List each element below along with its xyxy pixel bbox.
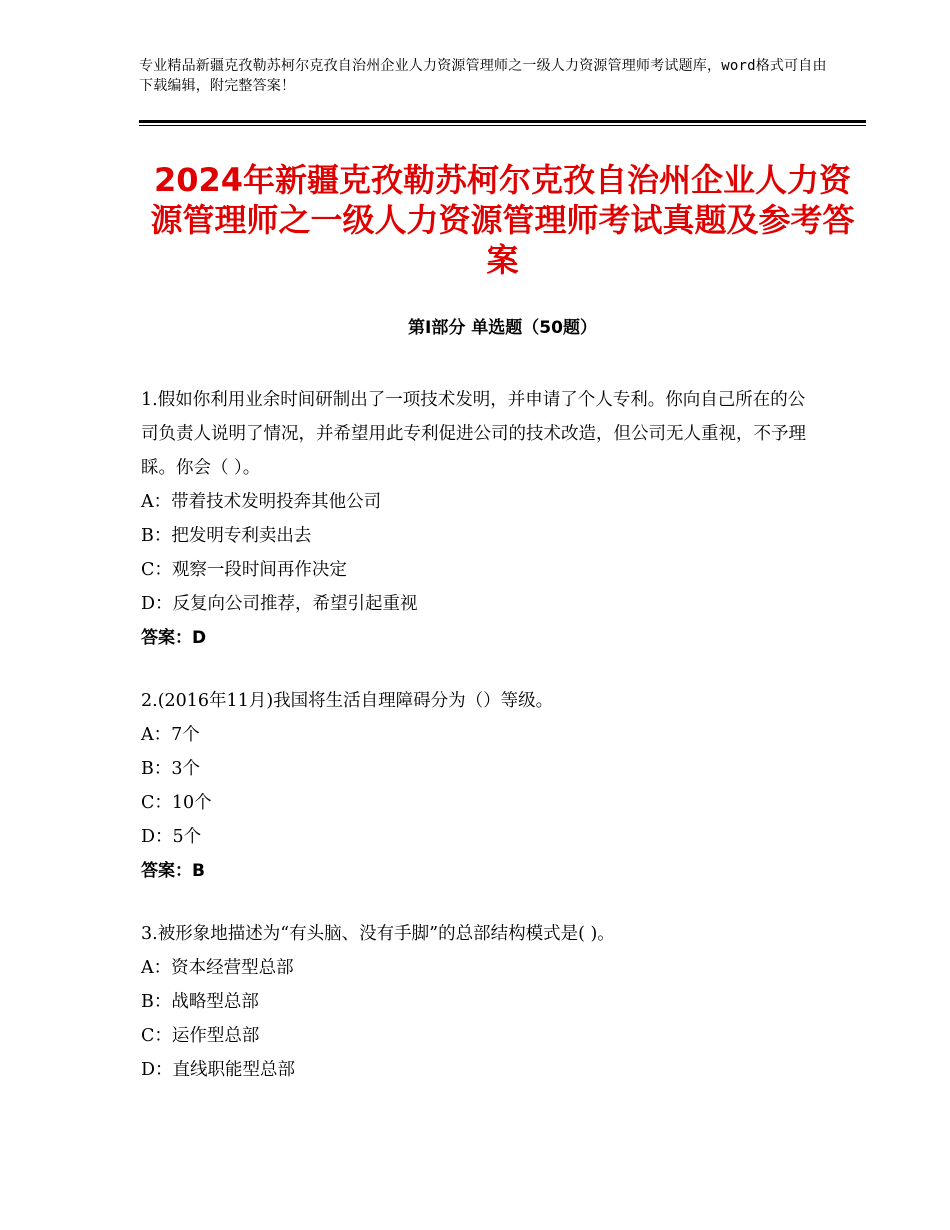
option-b: B：把发明专利卖出去 bbox=[141, 526, 312, 546]
document-title: 2024年新疆克孜勒苏柯尔克孜自治州企业人力资源管理师之一级人力资源管理师考试真题及参考答案 bbox=[150, 161, 855, 279]
option-c: C：运作型总部 bbox=[141, 1026, 260, 1046]
answer: 答案：B bbox=[141, 861, 205, 881]
question-stem: 1.假如你利用业余时间研制出了一项技术发明，并申请了个人专利。你向自己所在的公司负责人说明了情况，并希望用此专利促进公司的技术改造，但公司无人重视，不予理睬。你会（ ）。 bbox=[141, 390, 806, 478]
option-b: B：战略型总部 bbox=[141, 992, 259, 1012]
header-rule-thin bbox=[139, 125, 866, 126]
question-2 bbox=[141, 684, 821, 888]
header-rule-thick bbox=[139, 120, 866, 123]
header-note: 专业精品新疆克孜勒苏柯尔克孜自治州企业人力资源管理师之一级人力资源管理师考试题库，word格式可自由下载编辑，附完整答案！ bbox=[139, 58, 827, 94]
option-d: D：反复向公司推荐，希望引起重视 bbox=[141, 594, 418, 614]
option-d: D：5个 bbox=[141, 827, 202, 847]
section-title: 第Ⅰ部分 单选题（50题） bbox=[408, 318, 597, 338]
option-c: C：观察一段时间再作决定 bbox=[141, 560, 347, 580]
option-a: A：7个 bbox=[141, 725, 200, 745]
answer: 答案：D bbox=[141, 628, 207, 648]
question-1 bbox=[141, 383, 821, 655]
option-d: D：直线职能型总部 bbox=[141, 1060, 296, 1080]
option-a: A：资本经营型总部 bbox=[141, 958, 294, 978]
question-stem: 2.(2016年11月)我国将生活自理障碍分为（）等级。 bbox=[141, 691, 554, 711]
option-a: A：带着技术发明投奔其他公司 bbox=[141, 492, 382, 512]
question-list bbox=[141, 383, 821, 1116]
option-c: C：10个 bbox=[141, 793, 212, 813]
question-stem: 3.被形象地描述为“有头脑、没有手脚”的总部结构模式是( )。 bbox=[141, 924, 615, 944]
option-b: B：3个 bbox=[141, 759, 200, 779]
question-3 bbox=[141, 917, 821, 1087]
